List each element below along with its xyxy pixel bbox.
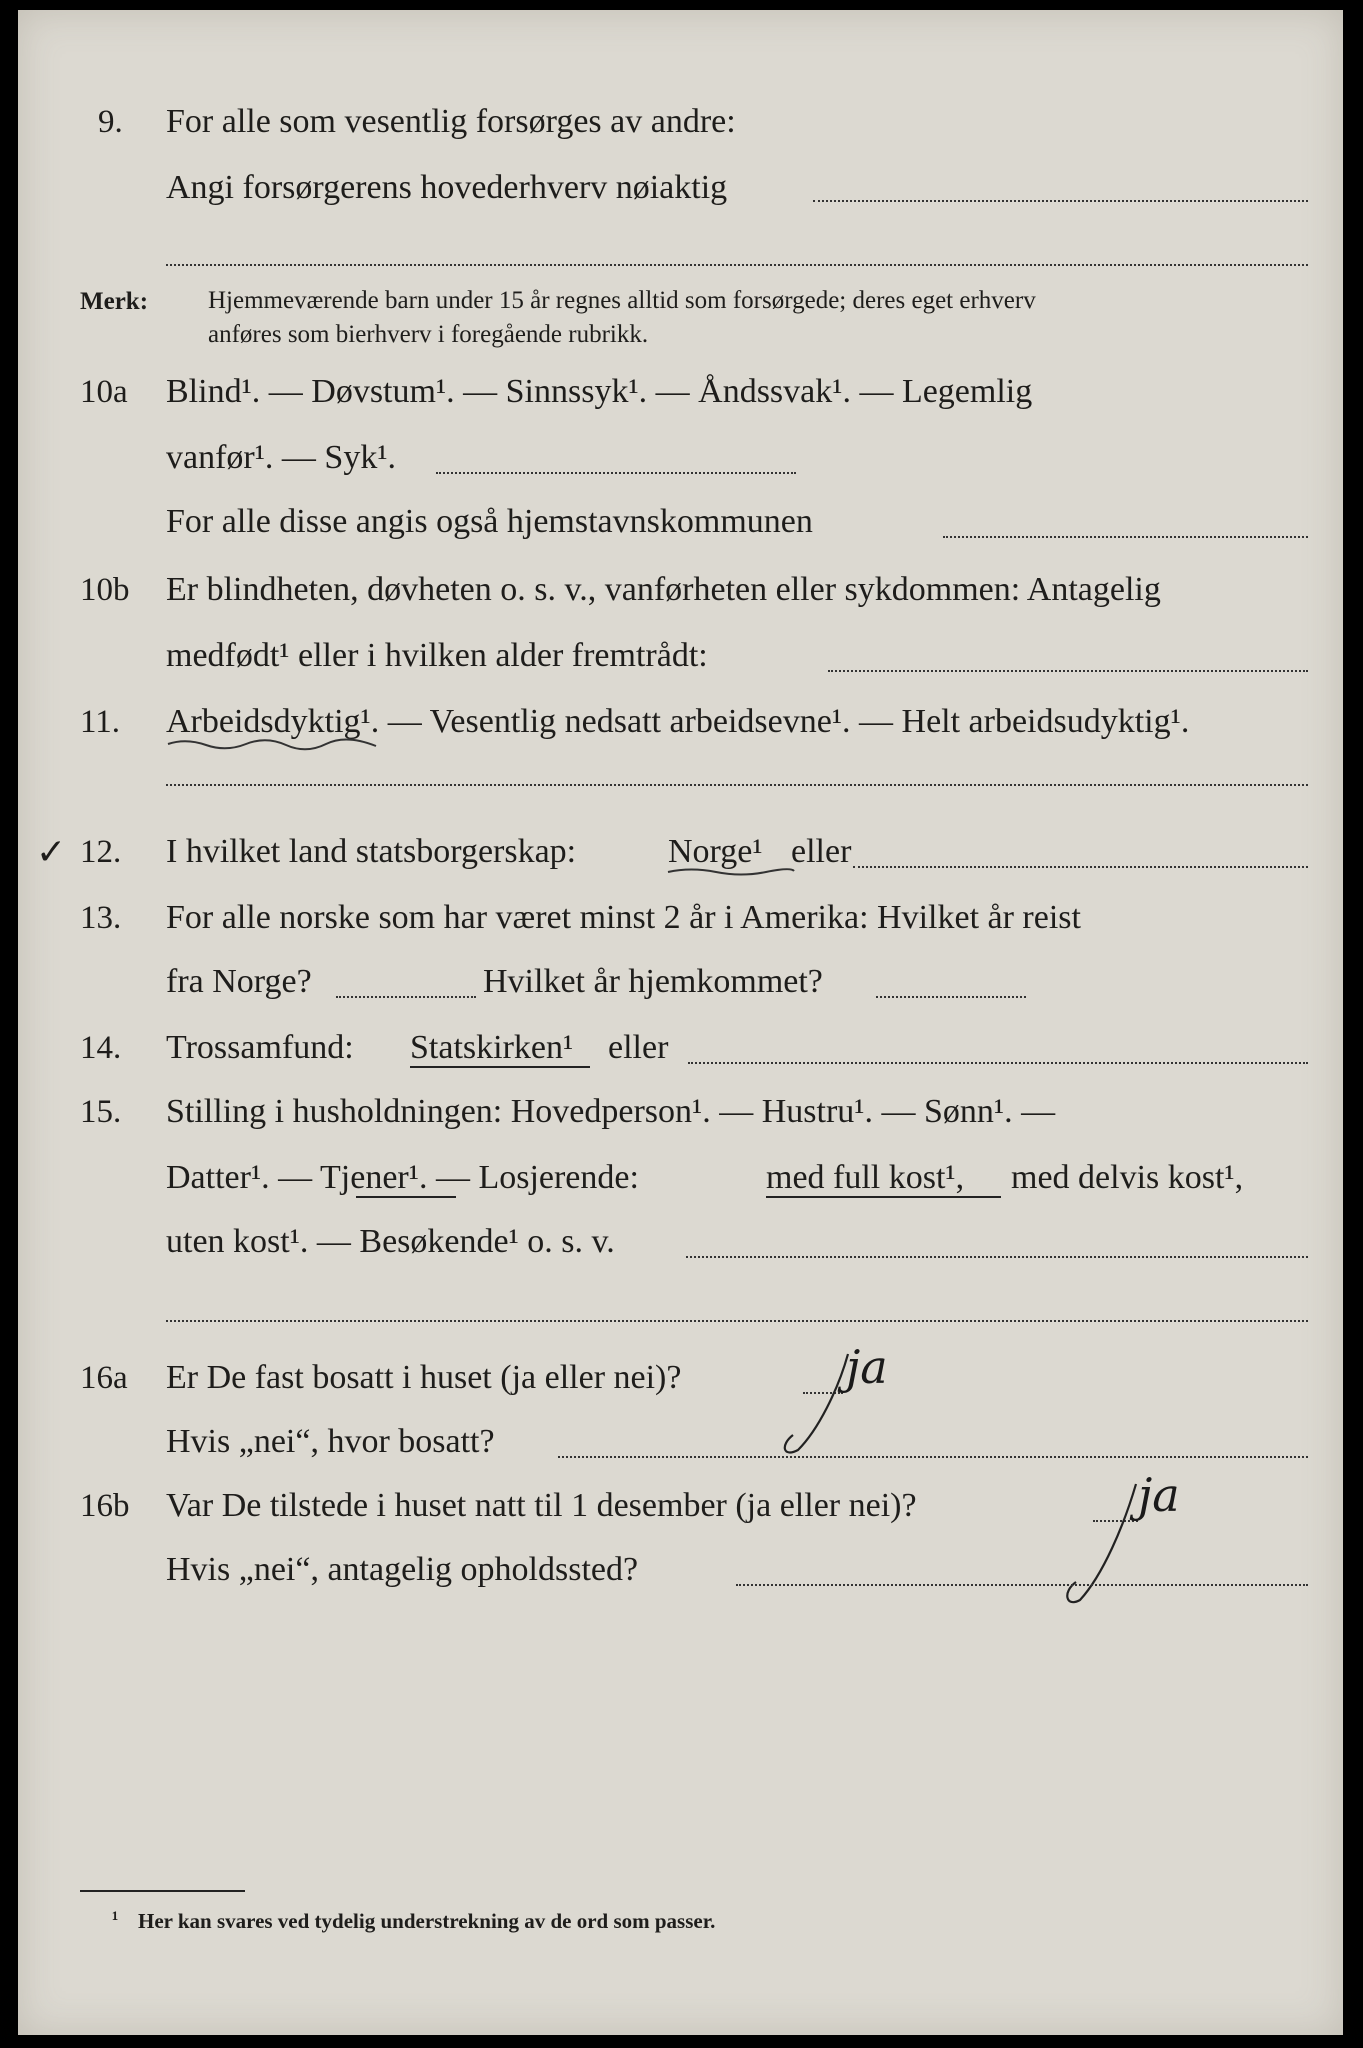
q13-line2b: Hvilket år hjemkommet?: [483, 963, 823, 1000]
q14-number: 14.: [80, 1030, 122, 1066]
q10a-line2: vanfør¹. — Syk¹.: [166, 439, 397, 476]
q13-line2a: fra Norge?: [166, 963, 312, 1000]
q16b-line1: Var De tilstede i huset natt til 1 desember (ja eller nei)?: [166, 1487, 917, 1524]
q14-answer-line[interactable]: [688, 1062, 1308, 1064]
q10b-answer-line[interactable]: [828, 670, 1308, 672]
q12-eller: eller: [791, 833, 852, 870]
q9-number: 9.: [98, 104, 123, 140]
q9-line1: For alle som vesentlig forsørges av andre:: [166, 103, 736, 140]
q16b-line2: Hvis „nei“, antagelig opholdssted?: [166, 1551, 639, 1588]
q10a-number: 10a: [80, 374, 128, 410]
q15-line1: Stilling i husholdningen: Hovedperson¹. — Hustru¹. — Sønn¹. —: [166, 1093, 1056, 1130]
q12-check-mark: ✓: [36, 832, 67, 872]
q12-answer-line[interactable]: [853, 866, 1308, 868]
footnote-text: Her kan svares ved tydelig understrekning av de ord som passer.: [138, 1909, 716, 1933]
q12-handwritten-underline: [666, 866, 796, 878]
q14-handwritten-underline: [410, 1066, 590, 1068]
q13-year-home-line[interactable]: [876, 996, 1026, 998]
q10b-line1: Er blindheten, døvheten o. s. v., vanførheten eller sykdommen: Antagelig: [166, 571, 1161, 608]
q16a-line2: Hvis „nei“, hvor bosatt?: [166, 1423, 495, 1460]
footnote-mark: ¹: [112, 1907, 119, 1931]
q16a-residence-line[interactable]: [558, 1456, 1308, 1458]
q16a-line1: Er De fast bosatt i huset (ja eller nei)?: [166, 1359, 682, 1396]
q15-line3: uten kost¹. — Besøkende¹ o. s. v.: [166, 1223, 615, 1260]
q11-number: 11.: [80, 704, 121, 740]
q15-line2a: Datter¹. — Tjener¹. — Losjerende:: [166, 1159, 639, 1196]
q10b-line2: medfødt¹ eller i hvilken alder fremtrådt:: [166, 637, 708, 674]
q16b-handwritten-ja: ja: [1138, 1468, 1180, 1522]
q11-line1: Arbeidsdyktig¹. — Vesentlig nedsatt arbeidsevne¹. — Helt arbeidsudyktig¹.: [166, 703, 1190, 740]
q16b-number: 16b: [80, 1488, 130, 1524]
merk-line2: anføres som bierhverv i foregående rubrikk.: [208, 321, 649, 348]
q16b-pen-stroke: [1058, 1480, 1158, 1610]
q10a-hometown-line[interactable]: [943, 536, 1308, 538]
merk-line1: Hjemmeværende barn under 15 år regnes alltid som forsørgede; deres eget erhverv: [208, 287, 1036, 314]
q11-handwritten-underline: [166, 738, 386, 752]
merk-label: Merk:: [80, 288, 149, 315]
q15-line2c: med delvis kost¹,: [1011, 1159, 1244, 1196]
q10a-line1: Blind¹. — Døvstum¹. — Sinnssyk¹. — Åndssvak¹. — Legemlig: [166, 373, 1033, 410]
q15-answer-line-2[interactable]: [166, 1320, 1308, 1322]
q14-answer-statskirken: Statskirken¹: [410, 1029, 574, 1066]
q12-number: 12.: [80, 834, 122, 870]
q15-answer-line[interactable]: [686, 1256, 1308, 1258]
q14-eller: eller: [608, 1029, 669, 1066]
q16a-number: 16a: [80, 1360, 128, 1396]
q15-full-kost-underline: [766, 1196, 1001, 1198]
q16a-pen-stroke: [778, 1350, 868, 1460]
q16b-location-line[interactable]: [736, 1584, 1308, 1586]
q9-answer-line[interactable]: [813, 200, 1308, 202]
census-form-page: [18, 10, 1343, 2035]
q15-number: 15.: [80, 1094, 122, 1130]
q11-answer-line[interactable]: [166, 784, 1308, 786]
q13-number: 13.: [80, 900, 122, 936]
q9-line2: Angi forsørgerens hovederhverv nøiaktig: [166, 169, 728, 206]
q10a-line3: For alle disse angis også hjemstavnskommunen: [166, 503, 813, 540]
q15-line2b: med full kost¹,: [766, 1159, 965, 1196]
q16a-handwritten-ja: ja: [846, 1340, 888, 1394]
q13-line1: For alle norske som har været minst 2 år i Amerika: Hvilket år reist: [166, 899, 1081, 936]
q9-answer-line-2[interactable]: [166, 264, 1308, 266]
q10b-number: 10b: [80, 572, 130, 608]
q12-answer-norge: Norge¹: [668, 833, 763, 870]
q13-year-left-line[interactable]: [336, 996, 476, 998]
footnote-rule: [80, 1890, 245, 1892]
q14-label: Trossamfund:: [166, 1029, 354, 1066]
q12-line1: I hvilket land statsborgerskap:: [166, 833, 577, 870]
q10a-answer-line[interactable]: [436, 472, 796, 474]
q15-tjener-underline: [356, 1196, 456, 1198]
